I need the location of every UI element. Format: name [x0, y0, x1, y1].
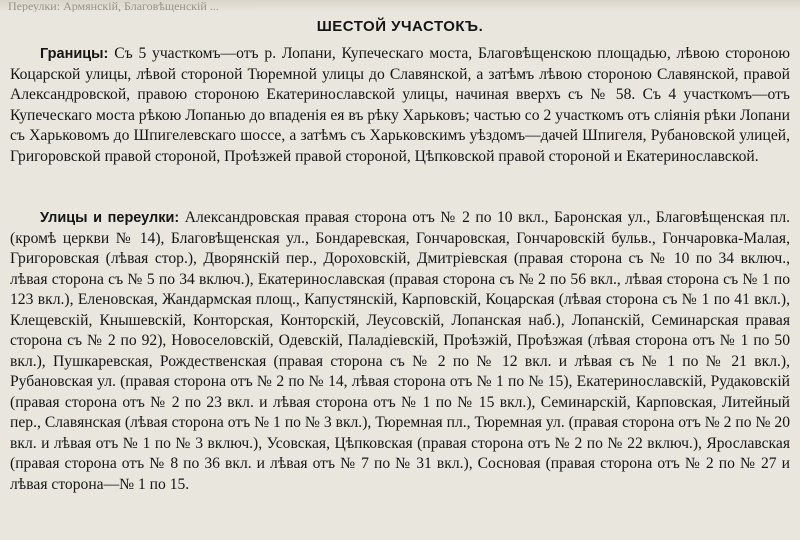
streets-text: Александровская правая сторона отъ № 2 по 10 вкл., Баронская ул., Благовѣщенская пл. (кромѣ церкви № 14), Благовѣщенская ул., Бондаревская, Гончаровская, Гончаровскій бульв., Гончаровка-Малая, Григоровская (лѣвая стор.), Дворянскій пер., Дороховскій, Дмитріевская (правая сторона съ № 10 по 34 включ., лѣвая сторона съ № 5 по 34 включ.), Екатеринославская (правая сторона съ № 2 по 56 вкл., лѣвая сторона съ № 1 по 123 вкл.), Еленовская, Жандармская площ., Капустянскій, Карповскій, Коцарская (лѣвая сторона съ № 1 по 41 вкл.), Клещевскій, Кнышевскій, Конторская, Конторскій, Леусовскій, Лопанская наб.), Лопанскій, Семинарская правая сторона съ № 2 по 92), Новоселовскій, Одевскій, Паладіевскій, Проѣзжій, Проѣзжая (лѣвая сторона отъ № 1 по 50 вкл.), Пушкаревская, Рождественская (правая сторона съ № 2 по № 12 вкл. и лѣвая съ № 1 по № 21 вкл.), Рубановская ул. (правая сторона отъ № 2 по № 14, лѣвая сторона отъ № 1 по № 15), Екатеринославскій, Рудаковскій (правая сторона отъ № 2 по 23 вкл. и лѣвая сторона отъ № 1 по № 15 вкл.), Семинарскій, Карповская, Литейный пер., Славянская (лѣвая сторона отъ № 1 по № 3 вкл.), Тюремная пл., Тюремная ул. (правая сторона отъ № 2 по № 20 вкл. и лѣвая отъ № 1 по № 3 включ.), Усовская, Цѣпковская (правая сторона отъ № 2 по № 22 включ.), Ярославская (правая сторона отъ № 8 по 36 вкл. и лѣвая отъ № 7 по № 31 вкл.), Сосновая (правая сторона отъ № 2 по № 27 и лѣвая сторона—№ 1 по 15. — [10, 209, 790, 493]
previous-page-bleed-text: Переулки: Армянскій, Благовѣщенскій ... — [0, 0, 800, 12]
streets-paragraph — [10, 208, 790, 495]
boundaries-label: Границы: — [40, 46, 109, 62]
section-title: ШЕСТОЙ УЧАСТОКЪ. — [316, 18, 484, 35]
boundaries-paragraph — [10, 44, 790, 167]
streets-label: Улицы и переулки: — [40, 210, 180, 226]
boundaries-text: Съ 5 участкомъ—отъ р. Лопани, Купеческаго моста, Благовѣщенскою площадью, лѣвою стороною Коцарской улицы, лѣвой стороной Тюремной улицы до Славянской, а затѣмъ лѣвою стороною Славянской, правой Александровской, правою стороною Екатеринославской улицы, начиная вверхъ съ № 58. Съ 4 участкомъ—отъ Купеческаго моста рѣкою Лопанью до впаденія ея въ рѣку Харьковъ; частью со 2 участкомъ отъ сліянія рѣки Лопани съ Харьковомъ до Шпигелевскаго шоссе, а затѣмъ съ Харьковскимъ уѣздомъ—дачей Шпигеля, Рубановской улицей, Григоровской правой стороной, Проѣзжей правой стороной, Цѣпковской правой стороной и Екатеринославской. — [10, 45, 790, 165]
